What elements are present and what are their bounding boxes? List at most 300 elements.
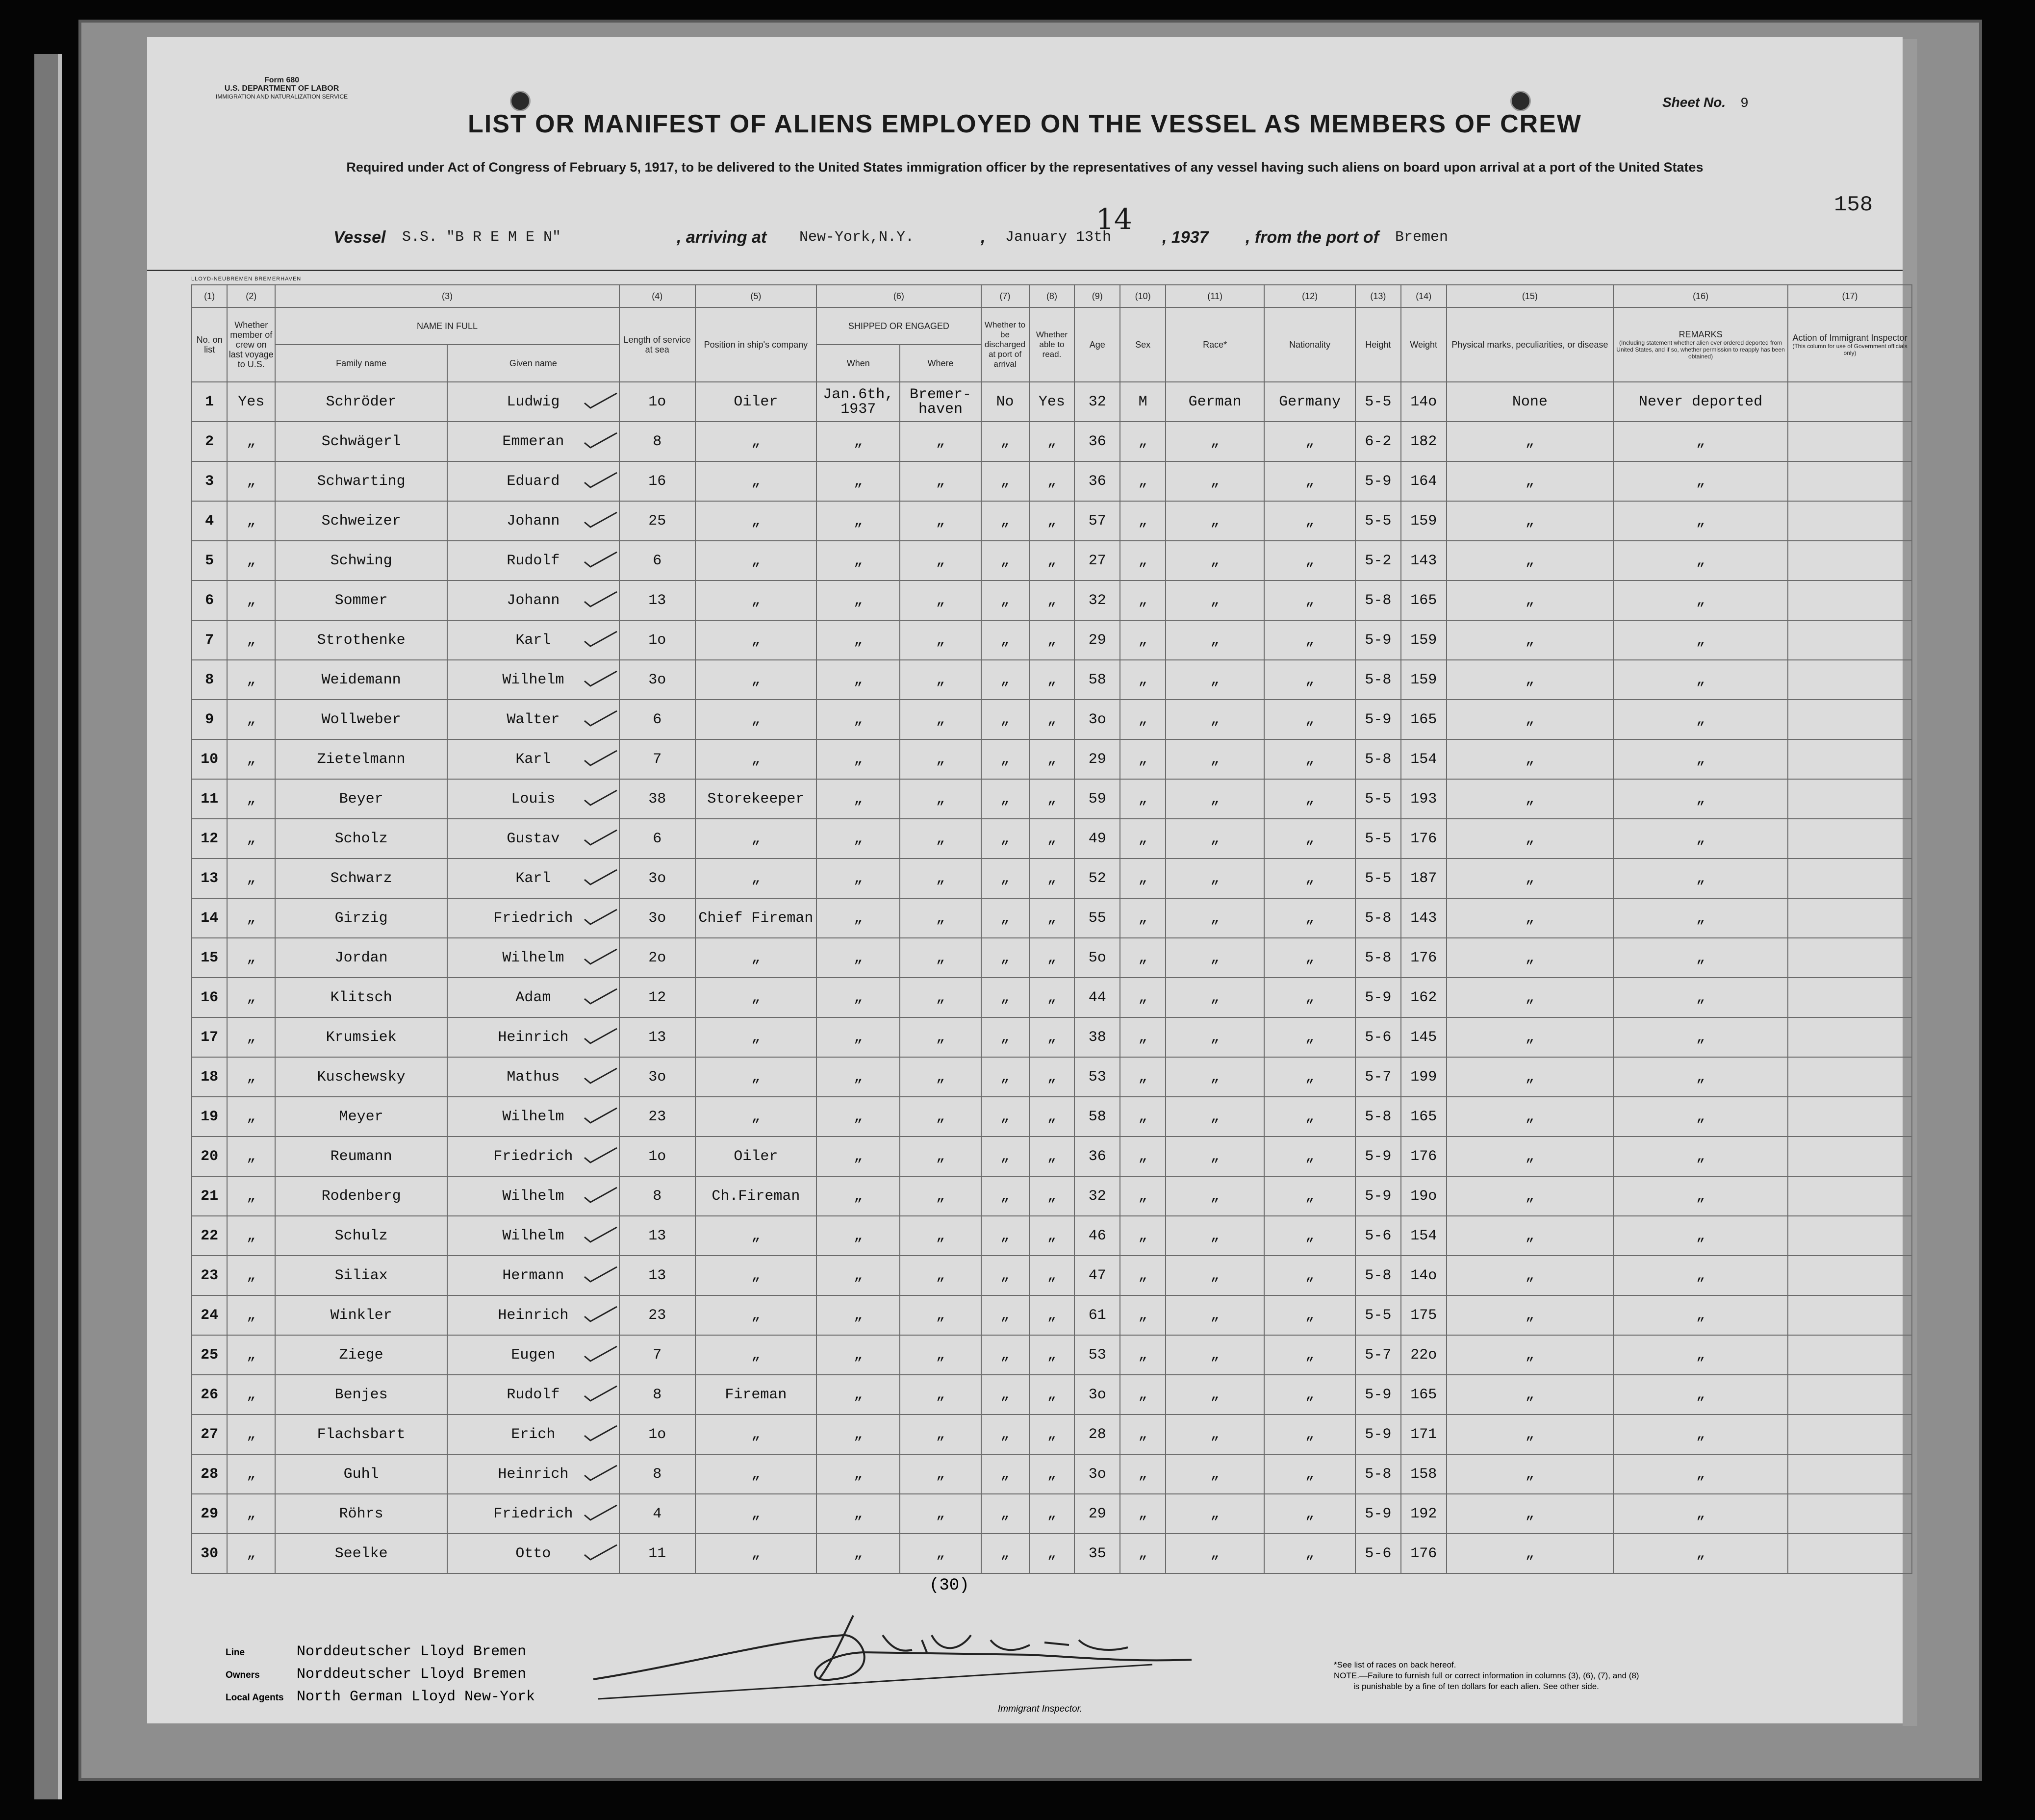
race-cell: „ [1166,461,1264,501]
department-name: U.S. DEPARTMENT OF LABOR [224,84,339,93]
nationality-cell: „ [1264,1375,1355,1415]
shipped-where-cell: „ [900,700,981,739]
position-cell: „ [695,1295,817,1335]
sex-cell: „ [1120,978,1166,1017]
col-race-header: Race* [1166,307,1264,382]
read-cell: „ [1029,779,1075,819]
table-row [192,422,1912,461]
sex-cell: „ [1120,620,1166,660]
family-name-cell: Reumann [275,1137,447,1176]
shipped-when-cell: „ [816,461,900,501]
given-name-text: Otto [515,1545,551,1562]
position-cell: „ [695,1415,817,1454]
family-name-cell: Meyer [275,1097,447,1137]
given-name-text: Johann [507,512,560,530]
position-cell: „ [695,1216,817,1256]
table-row [192,1335,1912,1375]
checkmark-icon [584,1186,618,1205]
discharge-cell: „ [981,1216,1029,1256]
sex-cell: „ [1120,1494,1166,1534]
shipped-when-cell: „ [816,1534,900,1573]
shipped-where-cell: „ [900,1375,981,1415]
family-name-cell: Schröder [275,382,447,422]
sex-cell: „ [1120,700,1166,739]
family-name-cell: Sommer [275,581,447,620]
given-name-text: Eduard [507,473,560,490]
nationality-cell: „ [1264,1057,1355,1097]
marks-cell: „ [1447,1017,1613,1057]
checkmark-icon [584,1384,618,1404]
service-cell: 13 [619,1256,695,1295]
action-cell [1788,978,1912,1017]
table-row [192,660,1912,700]
discharge-cell: „ [981,1176,1029,1216]
action-cell [1788,779,1912,819]
race-cell: „ [1166,1295,1264,1335]
service-cell: 8 [619,1176,695,1216]
action-cell [1788,859,1912,898]
weight-cell: 171 [1401,1415,1447,1454]
read-cell: „ [1029,1216,1075,1256]
marks-cell: „ [1447,620,1613,660]
inspector-label: Immigrant Inspector. [998,1704,1083,1714]
given-name-text: Heinrich [498,1466,569,1483]
action-cell [1788,660,1912,700]
column-number: (2) [227,285,275,307]
action-cell [1788,1256,1912,1295]
race-cell: „ [1166,541,1264,581]
table-row [192,1216,1912,1256]
prev-voyage-cell: „ [227,1137,275,1176]
shipped-where-cell: „ [900,978,981,1017]
form-number: Form 680 [264,76,300,84]
given-name-cell [447,382,619,422]
action-cell [1788,581,1912,620]
shipped-where-cell: „ [900,779,981,819]
discharge-cell: „ [981,1057,1029,1097]
checkmark-icon [584,1424,618,1443]
weight-cell: 187 [1401,859,1447,898]
weight-cell: 159 [1401,501,1447,541]
arrival-year: , 1937 [1162,228,1209,247]
shipped-when-cell: „ [816,541,900,581]
shipped-where-cell: „ [900,1494,981,1534]
action-cell [1788,1097,1912,1137]
age-cell: 53 [1074,1057,1120,1097]
checkmark-icon [584,630,618,649]
position-cell: „ [695,1097,817,1137]
discharge-cell: „ [981,819,1029,859]
weight-cell: 143 [1401,541,1447,581]
race-cell: „ [1166,620,1264,660]
weight-cell: 182 [1401,422,1447,461]
family-name-cell: Schulz [275,1216,447,1256]
height-cell: 5-9 [1355,978,1401,1017]
column-number: (16) [1613,285,1788,307]
age-cell: 46 [1074,1216,1120,1256]
service-cell: 13 [619,581,695,620]
service-cell: 8 [619,1375,695,1415]
nationality-cell: „ [1264,541,1355,581]
vessel-name: S.S. "B R E M E N" [402,229,561,246]
service-cell: 1o [619,1415,695,1454]
position-cell: „ [695,581,817,620]
height-cell: 5-8 [1355,660,1401,700]
shipped-when-cell: „ [816,1415,900,1454]
given-name-cell [447,1454,619,1494]
marks-cell: „ [1447,1256,1613,1295]
given-name-cell [447,700,619,739]
height-cell: 6-2 [1355,422,1401,461]
action-cell [1788,422,1912,461]
position-cell: „ [695,541,817,581]
arrival-port: New-York,N.Y. [799,229,915,246]
shipped-when-cell: „ [816,779,900,819]
read-cell: „ [1029,461,1075,501]
row-number: 10 [192,739,227,779]
marks-cell: „ [1447,501,1613,541]
sex-cell: „ [1120,422,1166,461]
row-number: 7 [192,620,227,660]
race-cell: „ [1166,1534,1264,1573]
table-row [192,1017,1912,1057]
given-name-text: Ludwig [507,393,560,410]
service-cell: 4 [619,1494,695,1534]
given-name-text: Rudolf [507,552,560,569]
col-age-header: Age [1074,307,1120,382]
col-prev-voyage-header: Whether member of crew on last voyage to U.S. [227,307,275,382]
shipped-where-cell: „ [900,859,981,898]
page-subtitle: Required under Act of Congress of February 5, 1917, to be delivered to the United States immigration officer by the representatives of any vessel having such aliens on board upon arrival at a port of the United States [346,160,1704,175]
remarks-cell: „ [1613,819,1788,859]
weight-cell: 159 [1401,620,1447,660]
prev-voyage-cell: „ [227,1335,275,1375]
marks-cell: „ [1447,660,1613,700]
given-name-cell [447,1137,619,1176]
race-cell: „ [1166,859,1264,898]
sex-cell: „ [1120,779,1166,819]
table-body [192,382,1912,1573]
discharge-cell: „ [981,700,1029,739]
marks-cell: None [1447,382,1613,422]
discharge-cell: „ [981,461,1029,501]
given-name-text: Walter [507,711,560,728]
given-name-cell [447,422,619,461]
action-cell [1788,382,1912,422]
position-cell: Oiler [695,382,817,422]
nationality-cell: „ [1264,938,1355,978]
marks-cell: „ [1447,541,1613,581]
discharge-cell: „ [981,1335,1029,1375]
read-cell: „ [1029,581,1075,620]
weight-cell: 176 [1401,1534,1447,1573]
sex-cell: „ [1120,1057,1166,1097]
weight-cell: 193 [1401,779,1447,819]
marks-cell: „ [1447,1216,1613,1256]
shipped-where-cell: „ [900,1415,981,1454]
marks-cell: „ [1447,1415,1613,1454]
discharge-cell: „ [981,1137,1029,1176]
action-cell [1788,1454,1912,1494]
age-cell: 29 [1074,739,1120,779]
given-name-cell [447,1057,619,1097]
shipped-where-cell: „ [900,819,981,859]
height-cell: 5-6 [1355,1017,1401,1057]
given-name-cell [447,1256,619,1295]
given-name-cell [447,1097,619,1137]
service-cell: 6 [619,541,695,581]
agents-value: North German Lloyd New-York [297,1689,535,1705]
discharge-cell: „ [981,859,1029,898]
lloyd-stamp: LLOYD-NEUBREMEN BREMERHAVEN [191,276,302,282]
service-cell: 1o [619,382,695,422]
sex-cell: M [1120,382,1166,422]
sex-cell: „ [1120,938,1166,978]
action-cell [1788,1375,1912,1415]
weight-cell: 143 [1401,898,1447,938]
family-name-cell: Klitsch [275,978,447,1017]
age-cell: 36 [1074,422,1120,461]
race-cell: „ [1166,1097,1264,1137]
given-name-cell [447,581,619,620]
race-cell: „ [1166,1454,1264,1494]
checkmark-icon [584,1543,618,1563]
shipped-where-cell: „ [900,1097,981,1137]
vessel-label: Vessel [333,228,386,247]
remarks-cell: „ [1613,620,1788,660]
departure-port: Bremen [1395,229,1449,246]
family-name-cell: Schwarz [275,859,447,898]
discharge-cell: „ [981,739,1029,779]
table-row [192,1137,1912,1176]
given-name-text: Friedrich [493,910,573,927]
given-name-text: Mathus [507,1068,560,1086]
nationality-cell: „ [1264,1137,1355,1176]
discharge-cell: „ [981,1017,1029,1057]
weight-cell: 154 [1401,1216,1447,1256]
given-name-cell [447,1176,619,1216]
table-row [192,382,1912,422]
agents-row [226,1686,535,1709]
row-number: 6 [192,581,227,620]
family-name-cell: Siliax [275,1256,447,1295]
service-cell: 1o [619,1137,695,1176]
family-name-cell: Beyer [275,779,447,819]
family-name-cell: Jordan [275,938,447,978]
read-cell: „ [1029,819,1075,859]
shipped-where-cell: „ [900,1137,981,1176]
shipped-when-cell: „ [816,1256,900,1295]
row-number: 26 [192,1375,227,1415]
age-cell: 49 [1074,819,1120,859]
given-name-text: Gustav [507,830,560,847]
given-name-text: Wilhelm [502,1227,564,1244]
age-cell: 28 [1074,1415,1120,1454]
race-cell: „ [1166,581,1264,620]
given-name-cell [447,1335,619,1375]
read-cell: Yes [1029,382,1075,422]
nationality-cell: „ [1264,1494,1355,1534]
race-cell: „ [1166,422,1264,461]
weight-cell: 158 [1401,1454,1447,1494]
service-cell: 12 [619,978,695,1017]
given-name-cell [447,1534,619,1573]
weight-cell: 14o [1401,382,1447,422]
position-cell: „ [695,1335,817,1375]
height-cell: 5-2 [1355,541,1401,581]
owners-row [226,1664,535,1686]
prev-voyage-cell: „ [227,1017,275,1057]
race-cell: „ [1166,1415,1264,1454]
table-row [192,501,1912,541]
col-weight-header: Weight [1401,307,1447,382]
inspector-signature [588,1606,1201,1704]
discharge-cell: „ [981,1534,1029,1573]
prev-voyage-cell: „ [227,1375,275,1415]
remarks-cell: „ [1613,1256,1788,1295]
shipped-when-cell: „ [816,819,900,859]
row-number: 9 [192,700,227,739]
service-cell: 16 [619,461,695,501]
race-cell: „ [1166,700,1264,739]
read-cell: „ [1029,1137,1075,1176]
position-cell: „ [695,1017,817,1057]
note-races: *See list of races on back hereof. [1334,1660,1456,1669]
position-cell: „ [695,739,817,779]
remarks-cell: „ [1613,1137,1788,1176]
given-name-cell [447,739,619,779]
nationality-cell: „ [1264,898,1355,938]
shipped-where-cell: „ [900,541,981,581]
family-name-cell: Flachsbart [275,1415,447,1454]
action-cell [1788,1494,1912,1534]
remarks-cell: „ [1613,461,1788,501]
prev-voyage-cell: Yes [227,382,275,422]
sex-cell: „ [1120,859,1166,898]
marks-cell: „ [1447,461,1613,501]
column-number: (7) [981,285,1029,307]
column-number: (13) [1355,285,1401,307]
age-cell: 58 [1074,660,1120,700]
table-row [192,1534,1912,1573]
shipped-where-cell: „ [900,898,981,938]
service-cell: 23 [619,1295,695,1335]
prev-voyage-cell: „ [227,938,275,978]
action-cell [1788,620,1912,660]
service-cell: 3o [619,1057,695,1097]
position-cell: „ [695,660,817,700]
sex-cell: „ [1120,1534,1166,1573]
column-number: (15) [1447,285,1613,307]
given-name-text: Wilhelm [502,1188,564,1205]
race-cell: „ [1166,660,1264,700]
remarks-cell: „ [1613,779,1788,819]
nationality-cell: „ [1264,620,1355,660]
arrival-date: January 13th [1005,229,1112,246]
crew-table [191,284,1912,1574]
table-row [192,1415,1912,1454]
given-name-cell [447,938,619,978]
remarks-cell: „ [1613,938,1788,978]
read-cell: „ [1029,859,1075,898]
family-name-cell: Girzig [275,898,447,938]
age-cell: 32 [1074,382,1120,422]
row-number: 13 [192,859,227,898]
remarks-cell: „ [1613,1534,1788,1573]
position-cell: „ [695,859,817,898]
prev-voyage-cell: „ [227,779,275,819]
arriving-label: , arriving at [677,228,767,247]
sex-cell: „ [1120,739,1166,779]
row-number: 14 [192,898,227,938]
given-name-cell [447,541,619,581]
shipped-when-cell: „ [816,1494,900,1534]
read-cell: „ [1029,1415,1075,1454]
remarks-cell: „ [1613,541,1788,581]
service-cell: 13 [619,1216,695,1256]
race-cell: „ [1166,1256,1264,1295]
height-cell: 5-7 [1355,1335,1401,1375]
table-row [192,700,1912,739]
remarks-title: REMARKS [1679,329,1723,339]
nationality-cell: „ [1264,700,1355,739]
weight-cell: 165 [1401,700,1447,739]
given-name-cell [447,1017,619,1057]
discharge-cell: „ [981,422,1029,461]
tally-count: (30) [929,1576,969,1595]
read-cell: „ [1029,620,1075,660]
family-name-cell: Weidemann [275,660,447,700]
row-number: 5 [192,541,227,581]
race-cell: German [1166,382,1264,422]
read-cell: „ [1029,1097,1075,1137]
age-cell: 55 [1074,898,1120,938]
sex-cell: „ [1120,1216,1166,1256]
nationality-cell: „ [1264,1454,1355,1494]
checkmark-icon [584,1146,618,1165]
read-cell: „ [1029,1295,1075,1335]
service-cell: 23 [619,1097,695,1137]
footer-note [1334,1660,1639,1692]
nationality-cell: „ [1264,779,1355,819]
remarks-cell: „ [1613,1176,1788,1216]
remarks-cell: „ [1613,1415,1788,1454]
weight-cell: 175 [1401,1295,1447,1335]
checkmark-icon [584,550,618,570]
marks-cell: „ [1447,1137,1613,1176]
action-cell [1788,1176,1912,1216]
given-name-cell [447,1295,619,1335]
read-cell: „ [1029,422,1075,461]
weight-cell: 145 [1401,1017,1447,1057]
shipped-when-cell: „ [816,1176,900,1216]
table-row [192,1057,1912,1097]
family-name-cell: Guhl [275,1454,447,1494]
discharge-cell: „ [981,779,1029,819]
action-cell [1788,1295,1912,1335]
remarks-cell: „ [1613,1057,1788,1097]
weight-cell: 14o [1401,1256,1447,1295]
position-cell: Fireman [695,1375,817,1415]
action-note: (This column for use of Government officials only) [1792,343,1908,356]
row-number: 1 [192,382,227,422]
discharge-cell: „ [981,898,1029,938]
row-number: 25 [192,1335,227,1375]
sex-cell: „ [1120,1295,1166,1335]
nationality-cell: „ [1264,1017,1355,1057]
checkmark-icon [584,1106,618,1126]
action-cell [1788,1137,1912,1176]
